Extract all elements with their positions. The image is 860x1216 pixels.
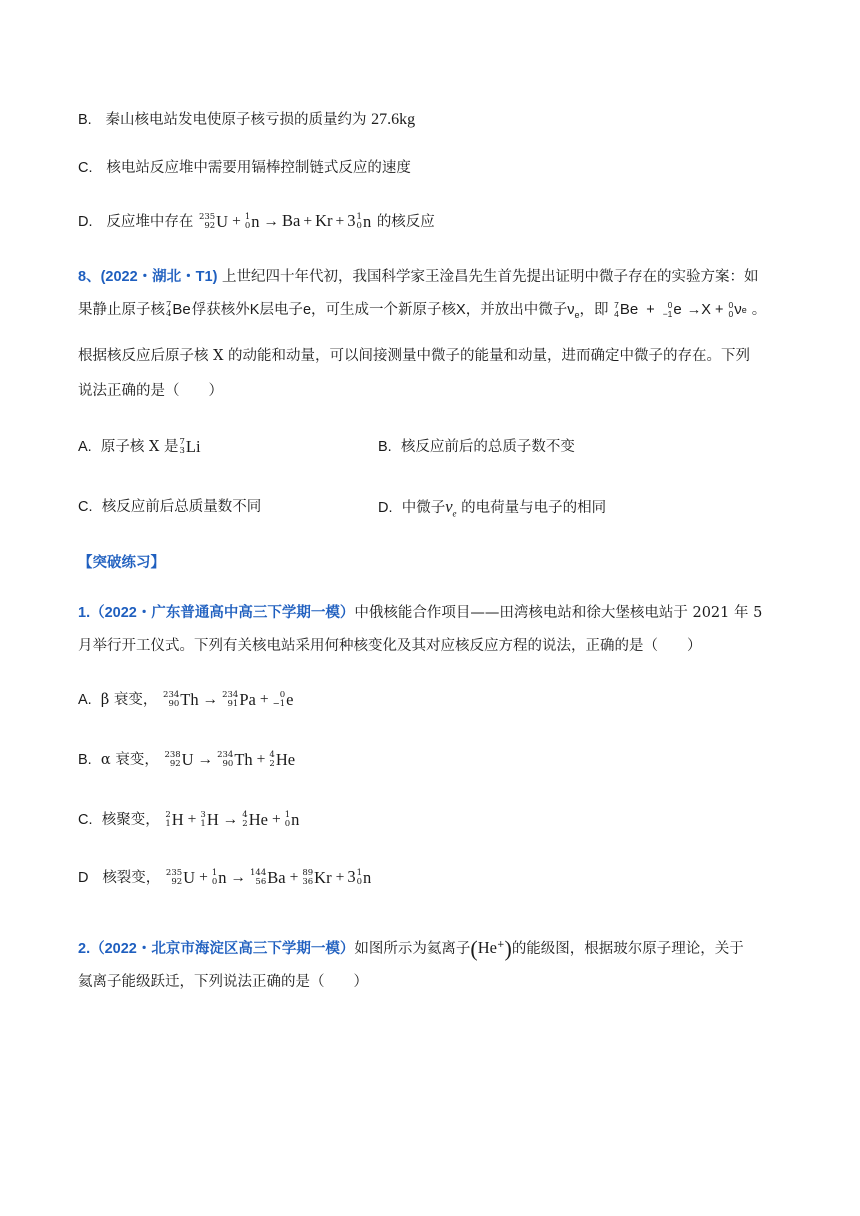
option-text: 中微子 [401,500,446,516]
question-text: ，并放出中微子 [465,302,568,318]
q8-option-d [378,497,606,523]
question-label: 8、(2022・湖北・T1) [78,269,218,285]
option-d-q7 [78,211,435,232]
neutrino-subscript: e [574,309,580,320]
q1-option-a [78,690,294,710]
question-text: 中俄核能合作项目——田湾核电站和徐大堡核电站于 2021 年 5 [354,605,763,621]
option-text: 的电荷量与电子的相同 [461,500,607,516]
q8-option-c [78,497,261,517]
helium-ion: He [477,937,497,957]
option-text: 的核反应 [376,214,435,230]
option-letter: B. [378,439,392,455]
neutrino-symbol: ν [567,302,575,318]
question-text: 俘获核外 [191,302,250,318]
option-b-q7 [78,110,415,130]
option-letter: C. [78,812,93,828]
neutrino-symbol: $\nu_e$ [445,497,457,519]
option-letter: D [78,870,89,886]
q8-line1 [78,267,759,287]
alpha-decay-equation: 238 92 U → 234 90 Th + 4 2 He [164,750,296,769]
q2-line1: 2.（2022・北京市海淀区高三下学期一模）如图所示为氦离子(He+)的能级图，根据玻尔原子理论，关于 [78,935,744,961]
option-text: 秦山核电站发电使原子核亏损的质量约为 [105,112,367,128]
electron-symbol: e [302,302,312,318]
q1-option-c [78,810,300,830]
section-title [78,553,165,573]
option-text: 原子核 X 是 [100,439,179,455]
option-letter: D. [378,500,393,516]
capture-equation: 7 4 Be + 0 −1 e →X + 0 0 ν e [614,300,747,320]
question-label: 1.（2022・广东普通高中高三下学期一模） [78,605,355,621]
q8-option-b [378,437,575,457]
question-text: 。 [751,302,767,318]
option-text: 反应堆中存在 [106,214,194,230]
question-text: ，即 [579,302,609,318]
q8-line4 [78,381,223,401]
option-letter: D. [78,214,93,230]
option-letter: A. [78,692,92,708]
option-letter: B. [78,112,92,128]
q8-line2 [78,300,766,325]
option-letter: C. [78,160,93,176]
option-letter: B. [78,752,92,768]
option-c-q7 [78,158,411,178]
option-text: β 衰变， [100,692,158,708]
question-text: 如图所示为氦离子 [354,940,471,957]
option-text: 核反应前后总质量数不同 [101,499,262,515]
q2-line2 [78,972,368,992]
nucleus-x: X [456,302,466,318]
question-text: ，可生成一个新原子核 [311,302,457,318]
question-text: 月举行开工仪式。下列有关核电站采用何种核变化及其对应核反应方程的说法，正确的是（ ） [78,638,702,654]
question-text: 果静止原子核 [78,302,165,318]
question-text: 氦离子能级跃迁，下列说法正确的是（ ） [78,974,368,990]
q1-line1 [78,603,762,623]
section-title-text: 【突破练习】 [78,554,165,571]
option-text: 核电站反应堆中需要用镉棒控制链式反应的速度 [106,160,411,176]
li-nucleus: 7 3 Li [179,437,201,456]
q1-option-b [78,750,296,770]
q1-option-d [78,867,372,888]
question-text: 根据核反应后原子核 X 的动能和动量，可以间接测量中微子的能量和动量，进而确定中微子的存在。下列 [78,348,751,364]
fusion-equation: 2 1 H + 3 1 H → 4 2 He + 1 0 n [165,810,300,829]
option-text: α 衰变， [100,752,159,768]
option-text: 核裂变， [102,870,161,886]
question-text: 层电子 [259,302,303,318]
question-label: 2.（2022・北京市海淀区高三下学期一模） [78,940,355,957]
q1-line2 [78,636,702,656]
ion-charge: + [496,940,505,950]
beta-decay-equation: 234 90 Th → 234 91 Pa + 0 −1 e [163,690,294,709]
option-text: 核反应前后的总质子数不变 [400,439,575,455]
option-letter: C. [78,499,93,515]
option-text: 核聚变， [101,812,160,828]
be-nucleus: 7 4 Be [166,300,191,319]
fission-equation: 235 92 U + 1 0 n → Ba + Kr + 3 1 0 n [198,211,372,231]
mass-value: 27.6kg [371,111,416,128]
q8-option-a [78,437,202,457]
shell-letter: K [249,302,260,318]
question-text: 上世纪四十年代初，我国科学家王淦昌先生首先提出证明中微子存在的实验方案：如 [222,269,759,285]
option-letter: A. [78,439,92,455]
q8-line3 [78,346,750,366]
question-text: 的能级图，根据玻尔原子理论，关于 [511,940,744,957]
fission-equation-2: 235 92 U + 1 0 n → 144 56 Ba + 89 36 Kr + 3 1 0 n [165,867,372,887]
question-text: 说法正确的是（ ） [78,383,223,399]
